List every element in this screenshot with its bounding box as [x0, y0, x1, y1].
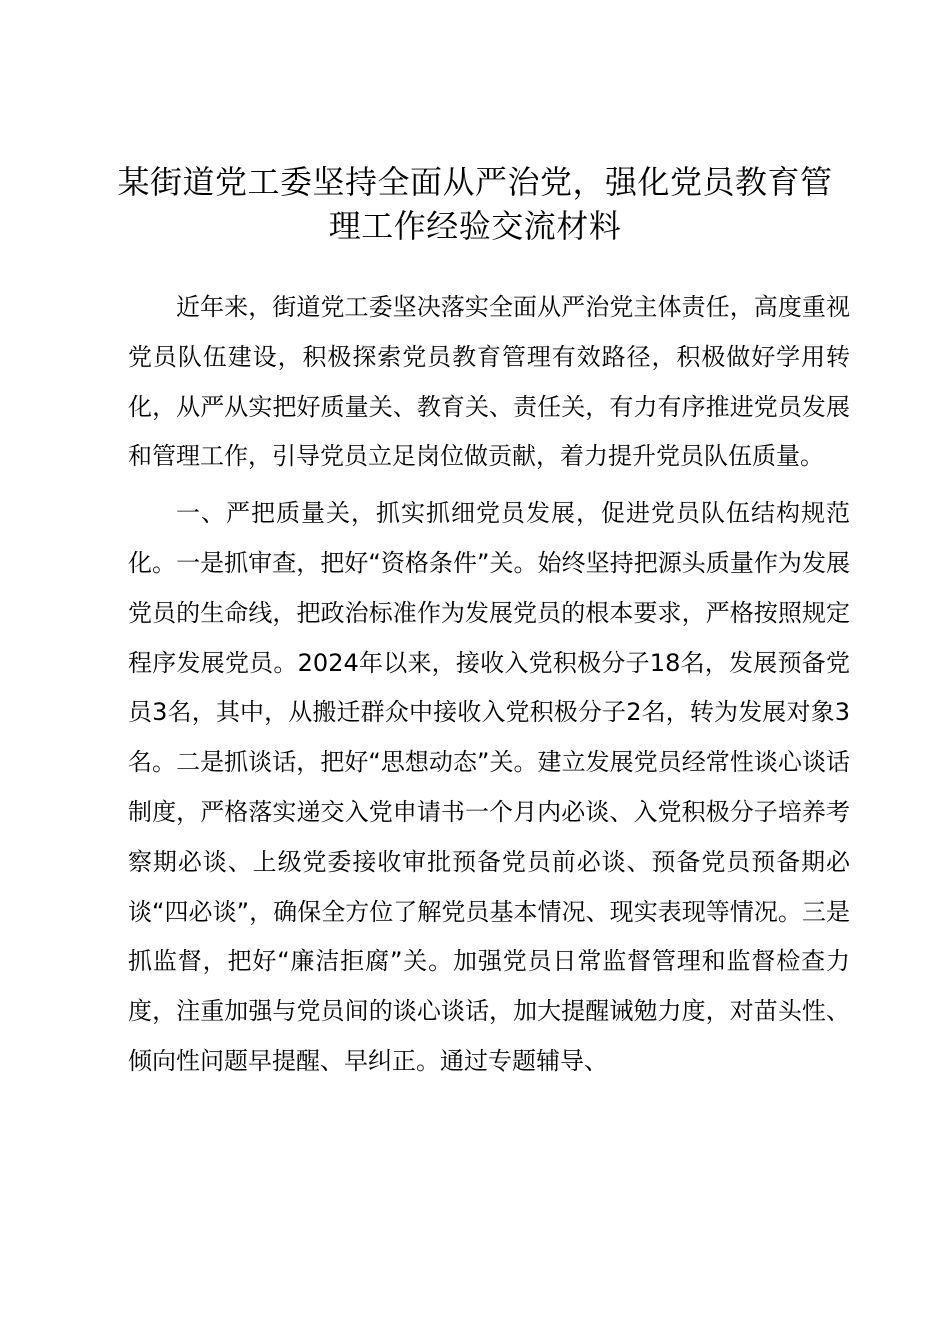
document-title: 某街道党工委坚持全面从严治党，强化党员教育管理工作经验交流材料	[117, 163, 833, 245]
paragraph-intro: 近年来，街道党工委坚决落实全面从严治党主体责任，高度重视党员队伍建设，积极探索党员教育管理有效路径，积极做好学用转化，从严从实把好质量关、教育关、责任关，有力有序推进党员发展和管理工作，引导党员立足岗位做贡献，着力提升党员队伍质量。	[128, 293, 850, 471]
paragraph-section-1: 一、严把质量关，抓实抓细党员发展，促进党员队伍结构规范化。一是抓审查，把好“资格条件”关。始终坚持把源头质量作为发展党员的生命线，把政治标准作为发展党员的根本要求，严格按照规定程序发展党员。2024年以来，接收入党积极分子18名，发展预备党员3名，其中，从搬迁群众中接收入党积极分子2名，转为发展对象3名。二是抓谈话，把好“思想动态”关。建立发展党员经常性谈心谈话制度，严格落实递交入党申请书一个月内必谈、入党积极分子培养考察期必谈、上级党委接收审批预备党员前必谈、预备党员预备期必谈“四必谈”，确保全方位了解党员基本情况、现实表现等情况。三是抓监督，把好“廉洁拒腐”关。加强党员日常监督管理和监督检查力度，注重加强与党员间的谈心谈话，加大提醒诫勉力度，对苗头性、倾向性问题早提醒、早纠正。通过专题辅导、	[128, 499, 850, 1075]
document-body	[128, 283, 850, 1094]
